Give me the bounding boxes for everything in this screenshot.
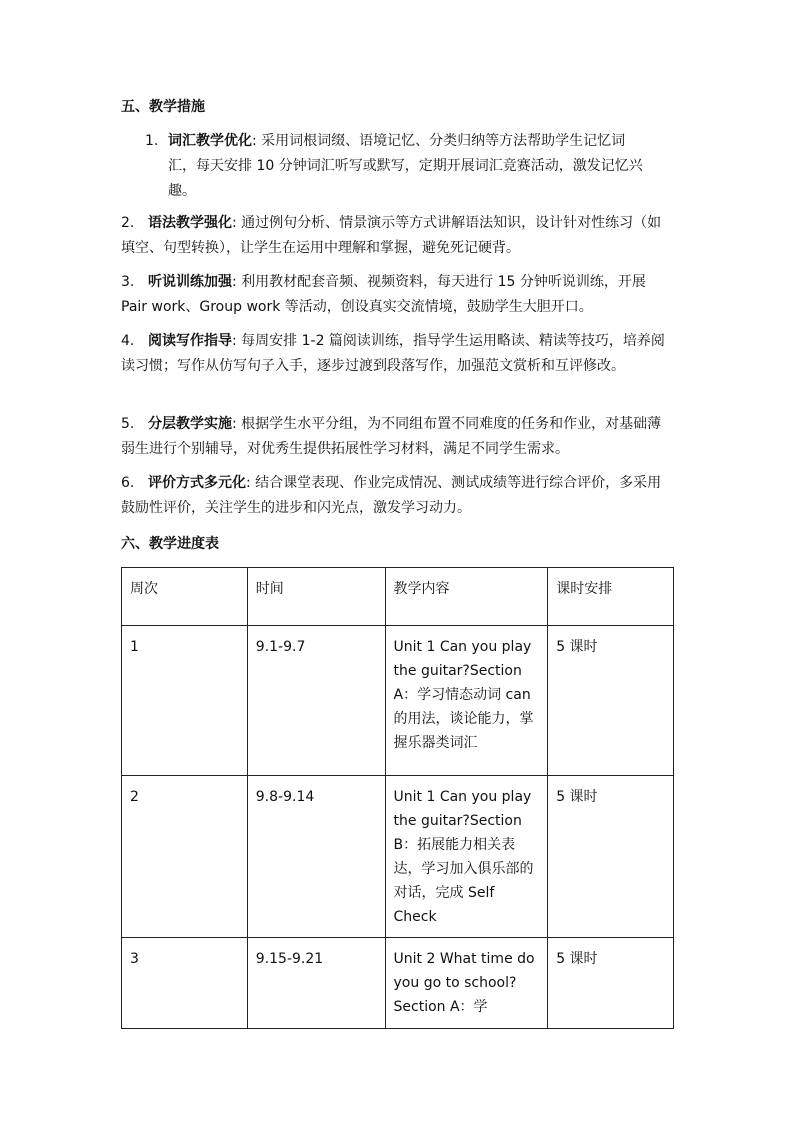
table-header-row (122, 568, 674, 626)
measure-lead: 分层教学实施 (148, 416, 232, 432)
measure-lead: 听说训练加强 (148, 274, 232, 290)
cell-content: Unit 1 Can you play the guitar?Section B：拓展能力相关表达，学习加入俱乐部的对话，完成 Self Check (385, 776, 548, 938)
cell-date: 9.15-9.21 (247, 938, 385, 1029)
cell-hours: 5 课时 (548, 626, 674, 776)
measure-body: : 每周安排 1-2 篇阅读训练，指导学生运用略读、精读等技巧，培养阅读习惯；写作从仿写句子入手，逐步过渡到段落写作，加强范文赏析和互评修改。 (121, 333, 665, 374)
cell-week: 2 (122, 776, 248, 938)
measure-body: : 结合课堂表现、作业完成情况、测试成绩等进行综合评价，多采用鼓励性评价，关注学生的进步和闪光点，激发学习动力。 (121, 475, 662, 516)
measure-number: 5. (121, 416, 135, 432)
measure-item-5 (121, 412, 673, 462)
table-row (122, 776, 674, 938)
measure-lead: 语法教学强化 (148, 215, 232, 231)
measure-line: 采用词根词缀、语境记忆、分类归纳等方法帮助学生记忆词 (261, 133, 626, 149)
measure-item-1 (121, 129, 673, 204)
measure-body: : 通过例句分析、情景演示等方式讲解语法知识，设计针对性练习（如填空、句型转换），让学生在运用中理解和掌握，避免死记硬背。 (121, 215, 662, 256)
measure-body: : 利用教材配套音频、视频资料，每天进行 15 分钟听说训练，开展 Pair work、Group work 等活动，创设真实交流情境，鼓励学生大胆开口。 (121, 274, 646, 315)
measure-line: 汇，每天安排 10 分钟词汇听写或默写，定期开展词汇竞赛活动，激发记忆兴 (168, 158, 643, 174)
measure-item-3 (121, 270, 673, 320)
measure-number: 4. (121, 333, 135, 349)
cell-content: Unit 1 Can you play the guitar?Section A：学习情态动词 can 的用法，谈论能力，掌握乐器类词汇 (385, 626, 548, 776)
header-cell-time: 时间 (247, 568, 385, 626)
header-cell-week: 周次 (122, 568, 248, 626)
section-heading-measures: 五、教学措施 (121, 99, 205, 115)
measure-number: 2. (121, 215, 135, 231)
measure-item-4 (121, 329, 673, 379)
header-cell-content: 教学内容 (385, 568, 548, 626)
table-row (122, 626, 674, 776)
cell-date: 9.1-9.7 (247, 626, 385, 776)
cell-content: Unit 2 What time do you go to school?Section A：学 (385, 938, 548, 1029)
cell-hours: 5 课时 (548, 938, 674, 1029)
cell-week: 1 (122, 626, 248, 776)
measure-lead: 阅读写作指导 (148, 333, 232, 349)
measure-number: 1. (145, 133, 159, 149)
measure-body: : 根据学生水平分组，为不同组布置不同难度的任务和作业，对基础薄弱生进行个别辅导，对优秀生提供拓展性学习材料，满足不同学生需求。 (121, 416, 662, 457)
header-cell-hours: 课时安排 (548, 568, 674, 626)
measure-lead: 词汇教学优化 (168, 133, 252, 149)
measure-item-6 (121, 471, 673, 521)
measure-line: 趣。 (168, 183, 196, 199)
cell-hours: 5 课时 (548, 776, 674, 938)
section-heading-schedule: 六、教学进度表 (121, 536, 219, 552)
measure-number: 3. (121, 274, 135, 290)
teaching-schedule-table (121, 567, 674, 1029)
table-row (122, 938, 674, 1029)
measure-colon: : (252, 133, 262, 149)
measure-number: 6. (121, 475, 135, 491)
cell-week: 3 (122, 938, 248, 1029)
measure-item-2 (121, 211, 673, 261)
measure-lead: 评价方式多元化 (148, 475, 246, 491)
cell-date: 9.8-9.14 (247, 776, 385, 938)
